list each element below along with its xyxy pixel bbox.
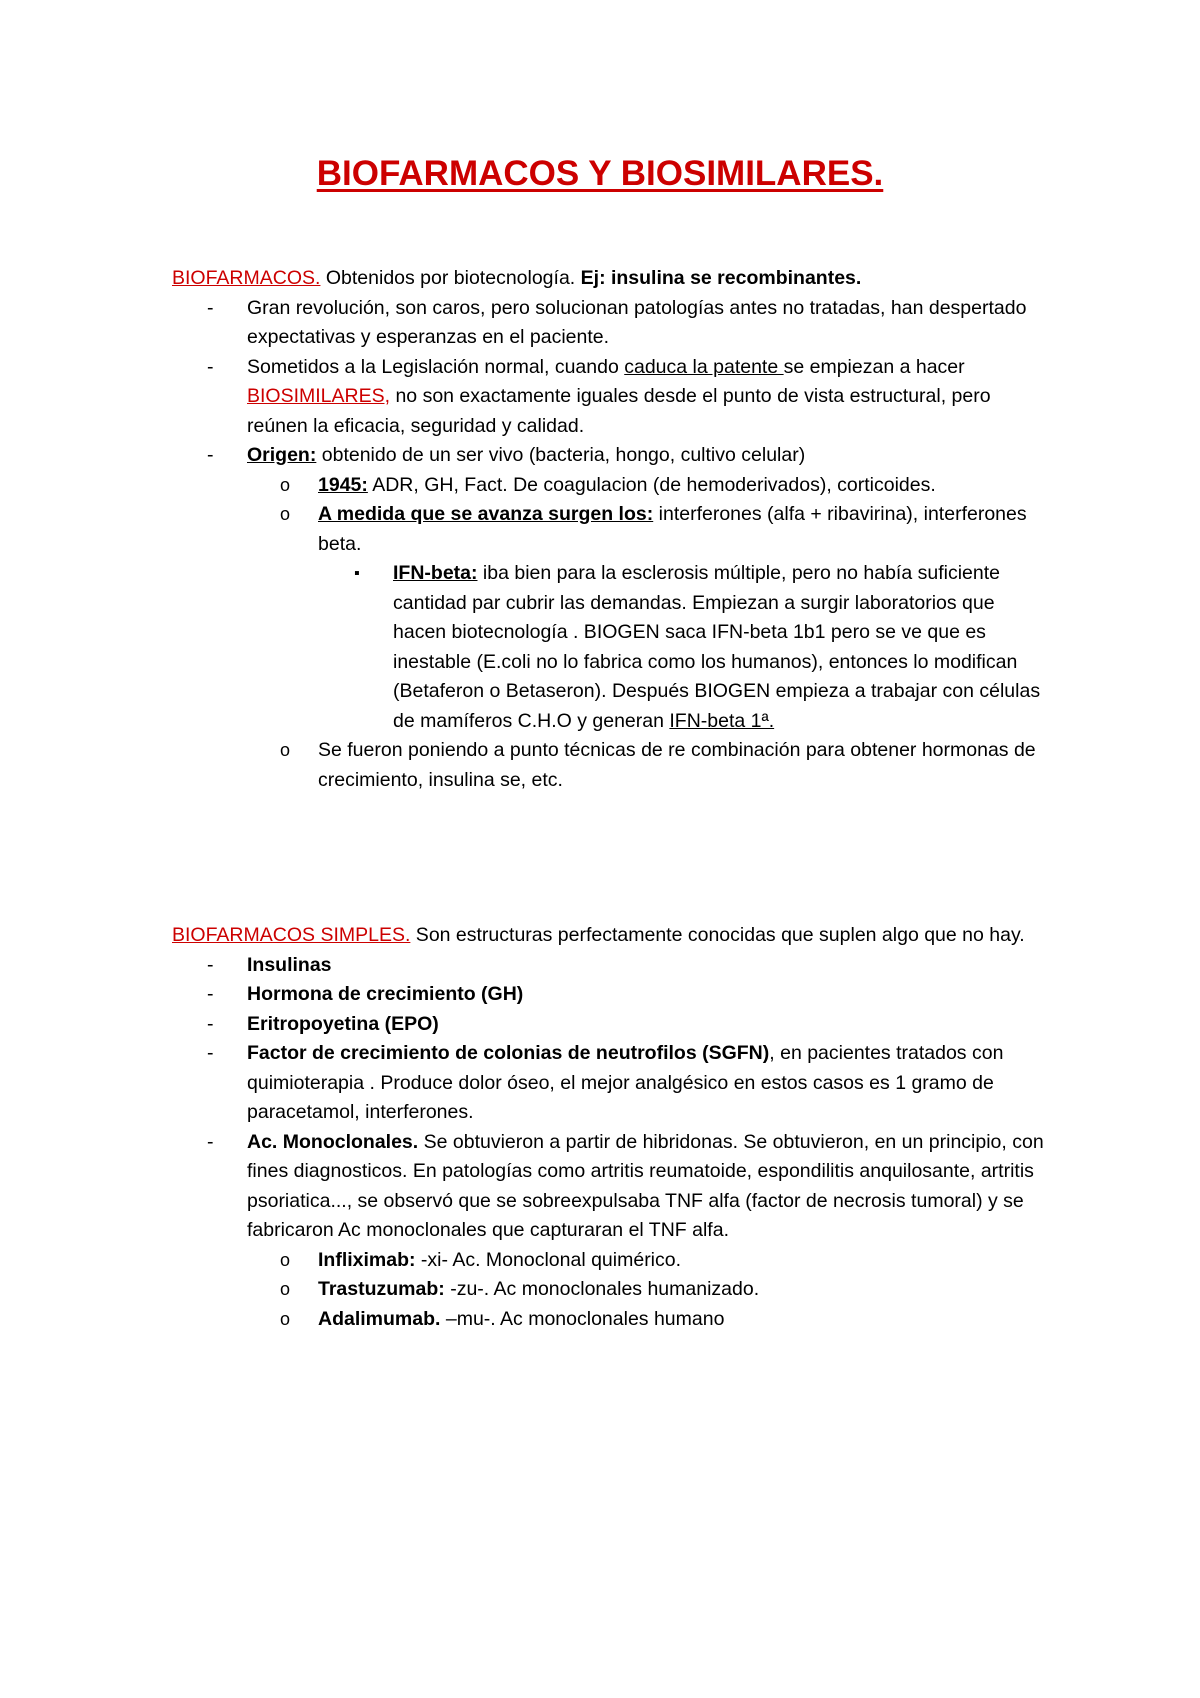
section-heading: BIOFARMACOS. [172,267,321,289]
circle-bullet: o [280,1308,291,1329]
item-text: Sometidos a la Legislación normal, cuando [247,355,625,378]
section-intro [172,264,1052,294]
section-intro [172,921,1052,951]
list-item [172,294,1052,353]
item-label: Hormona de crecimiento (GH) [247,983,524,1005]
list-item [172,441,1052,471]
section-heading: BIOFARMACOS SIMPLES. [172,924,411,946]
sub-list-item [172,1305,1052,1335]
circle-bullet: o [280,740,291,760]
dash-bullet: - [207,444,214,466]
intro-text: Obtenidos por biotecnología. [320,267,581,289]
underlined-text: IFN-beta 1ª. [669,709,775,732]
sub-sub-list-item [172,559,1052,736]
item-text: -xi- Ac. Monoclonal quimérico. [415,1248,682,1271]
list-item [172,1128,1052,1246]
biosimilares-highlight: BIOSIMILARES, [247,385,391,407]
circle-bullet: o [280,1249,291,1270]
section-biofarmacos [172,264,1052,795]
item-text: obtenido de un ser vivo (bacteria, hongo, cultivo celular) [316,444,806,466]
sub-list-item [172,500,1052,559]
item-label: Trastuzumab: [318,1278,445,1300]
list-item [172,1010,1052,1040]
item-label: IFN-beta: [393,562,478,584]
underlined-text: caduca la patente [624,355,784,378]
item-text: se empiezan a hacer [783,355,965,378]
item-text: , en pacientes tratados con quimioterapia . Produce dolor óseo, el mejor analgésico en estos casos es 1 gramo de paracetamol, interferones. [247,1042,1004,1123]
item-text: -zu-. Ac monoclonales humanizado. [444,1278,760,1300]
item-text: interferones (alfa + ribavirina), interferones beta. [318,503,1027,555]
square-bullet: ▪ [354,565,360,582]
list-item [172,353,1052,442]
list-item [172,951,1052,981]
item-text: Se fueron poniendo a punto técnicas de re combinación para obtener hormonas de crecimiento, insulina se, etc. [318,739,1036,791]
item-label: Insulinas [247,953,332,976]
circle-bullet: o [280,1279,291,1299]
sub-list-item [172,1246,1052,1276]
item-text: Se obtuvieron a partir de hibridonas. Se obtuvieron, en un principio, con fines diagnosticos. En patologías como artritis reumatoide, espondilitis anquilosante, artritis psoriatica..., se observó que se sobreexpulsaba TNF alfa (factor de necrosis tumoral) y se fabricaron Ac monoclonales que capturaran el TNF alfa. [247,1130,1044,1241]
item-label: Infliximab: [318,1248,416,1271]
item-text: iba bien para la esclerosis múltiple, pero no había suficiente cantidad par cubrir las demandas. Empiezan a surgir laboratorios que hacen biotecnología . BIOGEN saca IFN-beta 1b1 pero se ve que es inestable (E.coli no lo fabrica como los humanos), entonces lo modifican (Betaferon o Betaseron). Después BIOGEN empieza a trabajar con células de mamíferos C.H.O y generan [393,562,1041,732]
dash-bullet: - [207,983,214,1005]
item-label: Eritropoyetina (EPO) [247,1012,439,1035]
item-text: ADR, GH, Fact. De coagulacion (de hemoderivados), corticoides. [367,473,936,496]
dash-bullet: - [207,1042,214,1064]
item-text: –mu-. Ac monoclonales humano [440,1307,725,1330]
circle-bullet: o [280,474,291,495]
list-item [172,980,1052,1010]
sub-list-item [172,471,1052,501]
dash-bullet: - [207,355,214,378]
item-label: Adalimumab. [318,1307,441,1330]
sub-list-item [172,736,1052,795]
item-label: A medida que se avanza surgen los: [318,503,654,525]
dash-bullet: - [207,1012,214,1035]
list-item [172,1039,1052,1128]
item-label: Factor de crecimiento de colonias de neutrofilos (SGFN) [247,1042,770,1064]
dash-bullet: - [207,296,214,319]
section-biofarmacos-simples [172,921,1052,1334]
circle-bullet: o [280,504,291,524]
item-text: no son exactamente iguales desde el punto de vista estructural, pero reúnen la eficacia, seguridad y calidad. [247,385,991,437]
page-title: BIOFARMACOS Y BIOSIMILARES. [316,154,884,193]
dash-bullet: - [207,1130,214,1153]
dash-bullet: - [207,953,214,976]
item-text: Gran revolución, son caros, pero solucionan patologías antes no tratadas, han despertado expectativas y esperanzas en el paciente. [247,296,1027,348]
item-label: Ac. Monoclonales. [247,1130,419,1153]
sub-list-item [172,1275,1052,1305]
item-label: 1945: [318,473,368,496]
intro-bold-text: Ej: insulina se recombinantes. [580,267,862,289]
item-label: Origen: [247,444,317,466]
intro-text: Son estructuras perfectamente conocidas que suplen algo que no hay. [410,924,1025,946]
